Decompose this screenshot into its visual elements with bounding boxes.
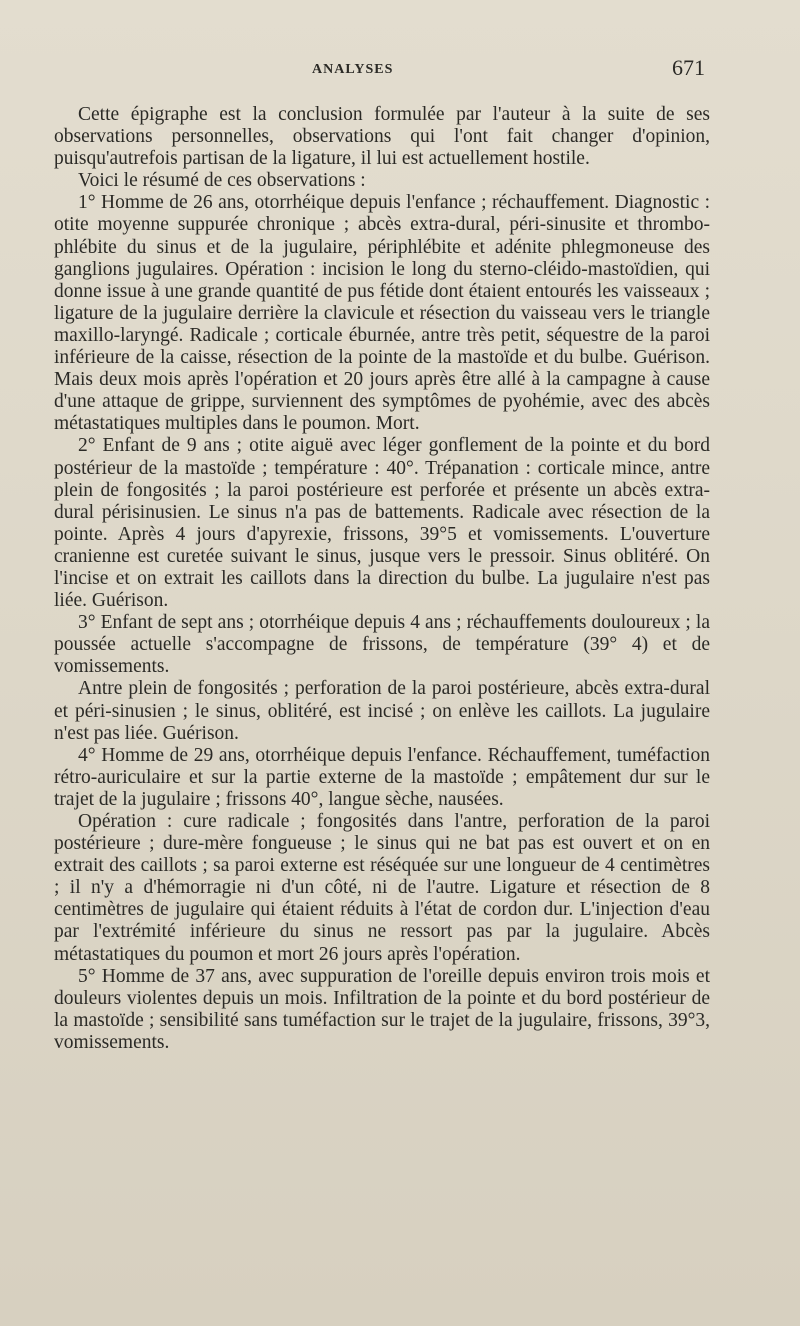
page-number: 671 — [672, 55, 705, 80]
paragraph: 4° Homme de 29 ans, otorrhéique depuis l'enfance. Réchauffement, tuméfaction rétro-auriculaire et sur la partie externe de la mastoïde ; empâtement dur sur le trajet de la jugulaire ; frissons 40°, langue sèche, nausées. — [54, 744, 710, 810]
paragraph: Voici le résumé de ces observations : — [78, 170, 366, 192]
paragraph: 5° Homme de 37 ans, avec suppuration de l'oreille depuis environ trois mois et douleurs violentes depuis un mois. Infiltration de la pointe et du bord postérieur de la mastoïde ; sensibilité sans tuméfaction sur le trajet de la jugulaire, frissons, 39°3, vomissements. — [54, 965, 710, 1053]
paragraph: Antre plein de fongosités ; perforation de la paroi postérieure, abcès extra-dural et péri-sinusien ; le sinus, oblitéré, est incisé ; on enlève les caillots. La jugulaire n'est pas liée. Guérison. — [54, 678, 710, 744]
paragraph: 2° Enfant de 9 ans ; otite aiguë avec léger gonflement de la pointe et du bord postérieur de la mastoïde ; température : 40°. Trépanation : corticale mince, antre plein de fongosités ; la paroi postérieure est perforée et présente un abcès extra-dural périsinusien. Le sinus n'a pas de battements. Radicale avec résection de la pointe. Après 4 jours d'apyrexie, frissons, 39°5 et vomissements. L'ouverture cranienne est curetée suivant le sinus, jusque vers le pressoir. Sinus oblitéré. On l'incise et on extrait les caillots dans la direction du bulbe. La jugulaire n'est pas liée. Guérison. — [54, 435, 710, 612]
paragraph: 1° Homme de 26 ans, otorrhéique depuis l'enfance ; réchauffement. Diagnostic : otite moyenne suppurée chronique ; abcès extra-dural, péri-sinusite et thrombo-phlébite du sinus et de la jugulaire, périphlébite et adénite phlegmoneuse des ganglions jugulaires. Opération : incision le long du sterno-cléido-mastoïdien, qui donne issue à une grande quantité de pus fétide dont étaient entourés les vaisseaux ; ligature de la jugulaire derrière la clavicule et résection du vaisseau vers le triangle maxillo-laryngé. Radicale ; corticale éburnée, antre très petit, séquestre de la paroi inférieure de la caisse, résection de la pointe de la mastoïde et du bulbe. Guérison. Mais deux mois après l'opération et 20 jours après être allé à la campagne à cause d'une attaque de grippe, surviennent des symptômes de pyohémie, avec des abcès métastatiques multiples dans le poumon. Mort. — [54, 192, 710, 435]
running-title: ANALYSES — [312, 62, 394, 77]
paragraph: Opération : cure radicale ; fongosités dans l'antre, perforation de la paroi postérieure ; dure-mère fongueuse ; le sinus qui ne bat pas est ouvert et on en extrait des caillots ; sa paroi externe est réséquée sur une longueur de 4 centimètres ; il n'y a d'hémorragie ni d'un côté, ni de l'autre. Ligature et résection de 8 centimètres de jugulaire qui étaient réduits à l'état de cordon dur. L'injection d'eau par l'extrémité inférieure du sinus ne ressort pas par la jugulaire. Abcès métastatiques du poumon et mort 26 jours après l'opération. — [54, 811, 710, 965]
page-header — [0, 52, 800, 82]
body-text — [54, 104, 710, 1054]
paragraph: Cette épigraphe est la conclusion formulée par l'auteur à la suite de ses observations personnelles, observations qui l'ont fait changer d'opinion, puisqu'autrefois partisan de la ligature, il lui est actuellement hostile. — [54, 104, 710, 170]
paragraph: 3° Enfant de sept ans ; otorrhéique depuis 4 ans ; réchauffements douloureux ; la poussée actuelle s'accompagne de frissons, de température (39° 4) et de vomissements. — [54, 612, 710, 678]
